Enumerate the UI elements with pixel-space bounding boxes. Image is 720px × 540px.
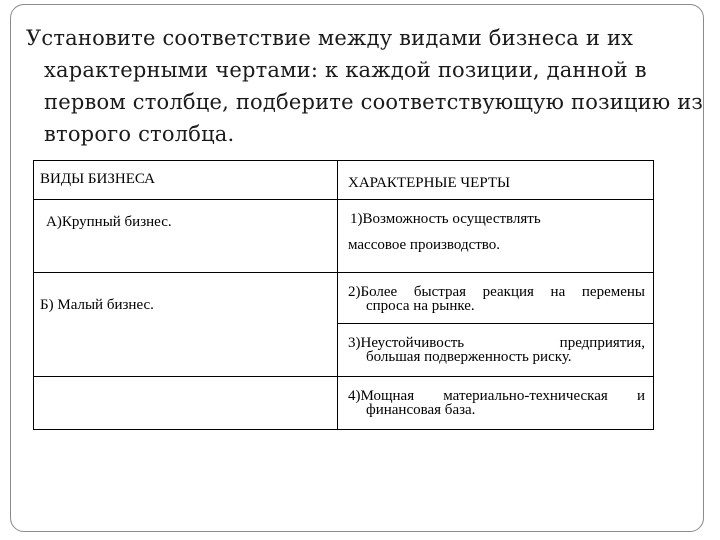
table-row bbox=[34, 161, 654, 200]
matching-table bbox=[33, 160, 654, 430]
left-cell bbox=[34, 273, 338, 377]
right-item bbox=[338, 200, 653, 254]
task-text: Установите соответствие между видами бизнеса и их характерными чертами: к каждой позиции, данной в первом столбце, подберите соответствующую позицию из второго столбца. bbox=[26, 26, 704, 146]
right-item-line2: спроса на рынке. bbox=[366, 298, 475, 314]
right-cell bbox=[338, 324, 654, 377]
header-left-cell bbox=[34, 161, 338, 200]
left-cell bbox=[34, 200, 338, 273]
right-item-line2: финансовая база. bbox=[366, 402, 476, 418]
header-right-cell bbox=[338, 161, 654, 200]
right-item bbox=[338, 273, 653, 313]
right-item-line1: 2)Более быстрая реакция на перемены bbox=[348, 284, 645, 300]
right-cell bbox=[338, 200, 654, 273]
header-right: ХАРАКТЕРНЫЕ ЧЕРТЫ bbox=[348, 175, 511, 191]
header-left: ВИДЫ БИЗНЕСА bbox=[40, 171, 155, 187]
left-item: А)Крупный бизнес. bbox=[46, 214, 172, 230]
right-item bbox=[338, 324, 653, 364]
left-cell bbox=[34, 377, 338, 430]
table-row bbox=[34, 377, 654, 430]
right-cell bbox=[338, 273, 654, 324]
right-item-line1: 1)Возможность осуществлять bbox=[350, 211, 541, 227]
right-item-line2: массовое производство. bbox=[348, 237, 501, 253]
right-cell bbox=[338, 377, 654, 430]
table-row bbox=[34, 273, 654, 324]
right-item bbox=[338, 377, 653, 417]
table-row bbox=[34, 200, 654, 273]
right-item-line1: 4)Мощная материально-техническая и bbox=[348, 388, 645, 404]
left-item: Б) Малый бизнес. bbox=[40, 297, 154, 313]
right-item-line1: 3)Неустойчивость предприятия, bbox=[348, 335, 645, 351]
right-item-line2: большая подверженность риску. bbox=[366, 349, 572, 365]
